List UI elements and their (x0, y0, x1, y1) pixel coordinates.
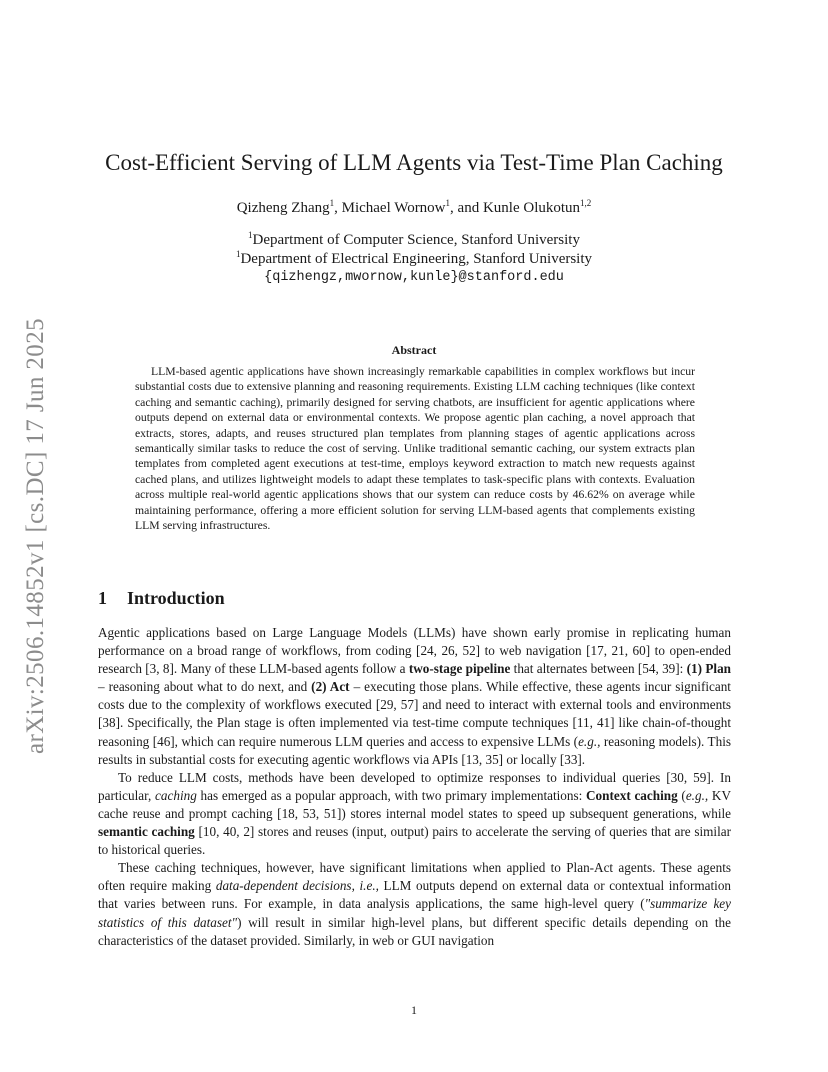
text-run: – executing those plans. While effective, these agents incur significant costs due to the complexity of workflows executed [29, 57] and need to interact with external tools and environments [38]. Specifically, the Plan stage is often implemented via test-time compute techniques [11, 41] like chain-of-thought reasoning [46], which can require numerous LLM queries and access to expensive LLMs ( (98, 679, 731, 749)
affiliation-line (0, 232, 828, 249)
paper-title: Cost-Efficient Serving of LLM Agents via Test-Time Plan Caching (105, 150, 723, 175)
author-affiliation-mark: 1 (329, 198, 335, 208)
paragraph (98, 769, 731, 859)
italic-term: i.e., (359, 878, 379, 894)
text-run: KV cache reuse and prompt caching [18, 53, 51]) stores internal model states to speed up subsequent generations, while (98, 787, 731, 821)
author-emails: {qizhengz,mwornow,kunle}@stanford.edu (264, 270, 564, 285)
body-text (98, 624, 731, 950)
text-run: ( (677, 787, 686, 803)
author-affiliation-mark: 1 (445, 198, 451, 208)
bold-term: semantic caching (98, 824, 195, 840)
italic-term: e.g., (578, 733, 601, 749)
italic-term: caching (155, 787, 197, 803)
bold-term: Context caching (586, 787, 678, 803)
text-run: Agentic applications based on Large Language Models (LLMs) have shown early promise in replicating human performance on a broad range of workflows, from coding [24, 26, 52] to web navigation [17, 21, 60] to open-ended research [3, 8]. Many of these LLM-based agents follow a (98, 625, 731, 677)
section-title: Introduction (127, 588, 225, 608)
section-heading (98, 588, 225, 609)
text-run: – reasoning about what to do next, and (98, 679, 312, 695)
abstract-text: LLM-based agentic applications have shown increasingly remarkable capabilities in complex workflows but incur substantial costs due to extensive planning and reasoning requirements. Existing LLM caching techniques (like context caching and semantic caching), primarily designed for serving chatbots, are insufficient for agentic applications where outputs depend on external data or environmental contexts. We propose agentic plan caching, a novel approach that extracts, stores, adapts, and reuses structured plan templates from planning stages of agentic applications across semantically similar tasks to reduce the cost of serving. Unlike traditional semantic caching, our system extracts plan templates from completed agent executions at test-time, employs keyword extraction to match new requests against cached plans, and utilizes lightweight models to adapt these templates to task-specific plans with contexts. Evaluation across multiple real-world agentic applications shows that our system can reduce costs by 46.62% on average while maintaining performance, offering a more efficient solution for serving LLM-based agents that complements existing LLM serving infrastructures. (135, 365, 695, 533)
affiliation-text: Department of Electrical Engineering, Stanford University (240, 251, 593, 267)
bold-term: (2) Act (311, 679, 350, 695)
author-name: Qizheng Zhang (236, 200, 330, 216)
text-run: To reduce LLM costs, methods have been developed to optimize responses to individual queries [30, 59]. In particular, (98, 769, 731, 803)
bold-term: two-stage pipeline (408, 661, 511, 677)
paragraph (98, 624, 731, 769)
affiliation-mark: 1 (235, 249, 241, 259)
text-run: LLM outputs depend on external data or contextual information that varies between runs. For example, in data analysis applications, the same high-level query ( (98, 878, 732, 912)
abstract-heading: Abstract (391, 343, 437, 357)
author-name: Kunle Olukotun (482, 200, 581, 216)
italic-term: "summarize key statistics of this dataset" (98, 896, 732, 930)
text-run: reasoning models). This results in substantial costs for executing agentic workflows via APIs [13, 35] or locally [33]. (98, 733, 731, 767)
arxiv-identifier-stamp: arXiv:2506.14852v1 [cs.DC] 17 Jun 2025 (22, 317, 49, 755)
affiliation-line (0, 251, 828, 268)
author-list: Qizheng Zhang$^1$, Michael Wornow$^1$, and Kunle Olukotun$^{1,2}$ (236, 198, 592, 216)
bold-term: (1) Plan (686, 661, 731, 677)
text-run: , (351, 878, 360, 894)
text-run: [10, 40, 2] stores and reuses (input, output) pairs to accelerate the serving of queries that are similar to historical queries. (98, 824, 731, 858)
text-run: that alternates between [54, 39]: (510, 661, 687, 677)
author-name: Michael Wornow (341, 200, 446, 216)
text-run: These caching techniques, however, have significant limitations when applied to Plan-Act agents. These agents often require making (98, 860, 731, 894)
text-run: has emerged as a popular approach, with two primary implementations: (196, 787, 587, 803)
italic-term: data-dependent decisions (215, 878, 352, 894)
affiliation-mark: 1 (248, 230, 253, 240)
section-number: 1 (98, 588, 107, 608)
page-number: 1 (411, 1003, 417, 1017)
paragraph (98, 859, 731, 949)
affiliation-text: Department of Computer Science, Stanford University (252, 232, 580, 248)
italic-term: e.g., (685, 787, 709, 803)
text-run: ) will result in similar high-level plans, but different specific details depending on the characteristics of the dataset provided. Similarly, in web or GUI navigation (98, 914, 732, 948)
author-affiliation-mark: 1,2 (580, 198, 592, 208)
